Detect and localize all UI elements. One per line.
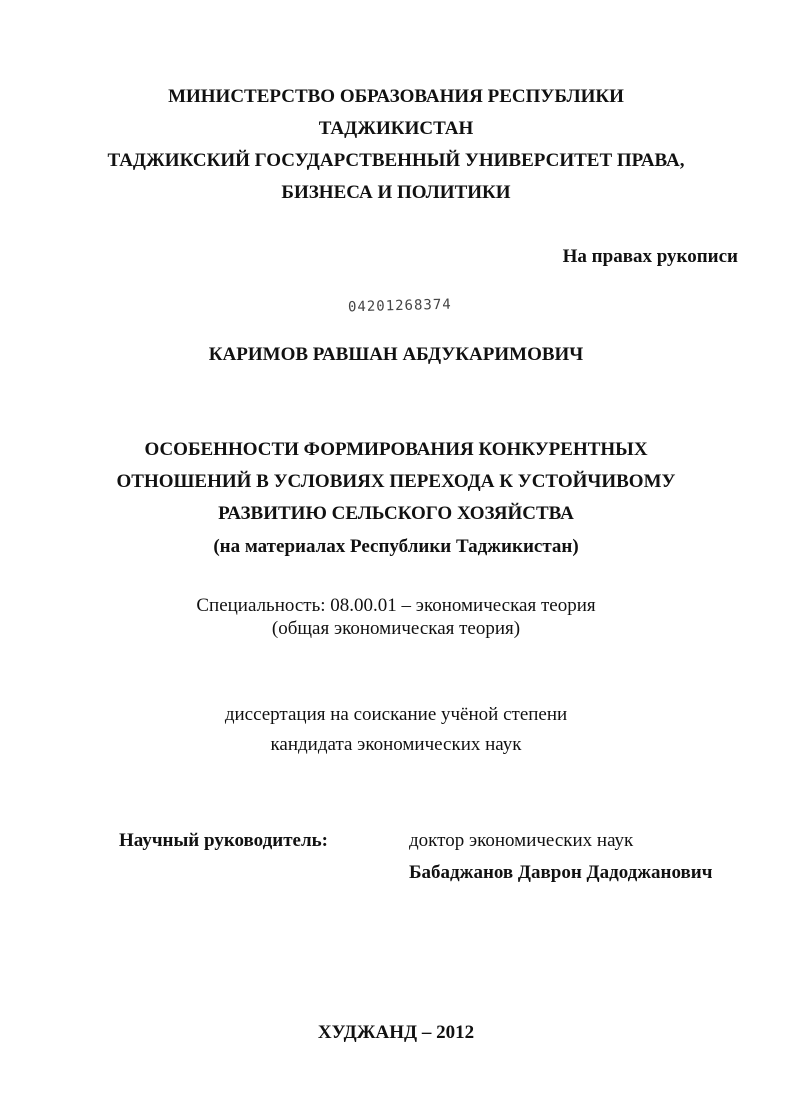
thesis-title-line-3: РАЗВИТИЮ СЕЛЬСКОГО ХОЗЯЙСТВА [218, 503, 574, 524]
manuscript-note: На правах рукописи [562, 246, 738, 267]
university-line-1: ТАДЖИКСКИЙ ГОСУДАРСТВЕННЫЙ УНИВЕРСИТЕТ ПРАВА, [107, 150, 685, 171]
supervisor-label: Научный руководитель: [119, 830, 328, 851]
degree-line-1: диссертация на соискание учёной степени [224, 704, 568, 725]
university-line-2: БИЗНЕСА И ПОЛИТИКИ [281, 182, 511, 203]
thesis-title-line-1: ОСОБЕННОСТИ ФОРМИРОВАНИЯ КОНКУРЕНТНЫХ [144, 439, 648, 460]
thesis-subtitle: (на материалах Республики Таджикистан) [213, 536, 579, 557]
specialty-line-2: (общая экономическая теория) [271, 618, 521, 639]
supervisor-title: доктор экономических наук [409, 830, 634, 851]
supervisor-name: Бабаджанов Даврон Дадоджанович [409, 862, 713, 883]
author-name: КАРИМОВ РАВШАН АБДУКАРИМОВИЧ [208, 344, 584, 365]
degree-line-2: кандидата экономических наук [270, 734, 522, 755]
city-year: ХУДЖАНД – 2012 [317, 1022, 475, 1043]
ministry-line-1: МИНИСТЕРСТВО ОБРАЗОВАНИЯ РЕСПУБЛИКИ [168, 86, 624, 107]
thesis-title-line-2: ОТНОШЕНИЙ В УСЛОВИЯХ ПЕРЕХОДА К УСТОЙЧИВОМУ [116, 471, 676, 492]
ministry-line-2: ТАДЖИКИСТАН [318, 118, 474, 139]
specialty-line-1: Специальность: 08.00.01 – экономическая теория [196, 595, 596, 616]
registry-stamp: 04201268374 [347, 296, 452, 316]
